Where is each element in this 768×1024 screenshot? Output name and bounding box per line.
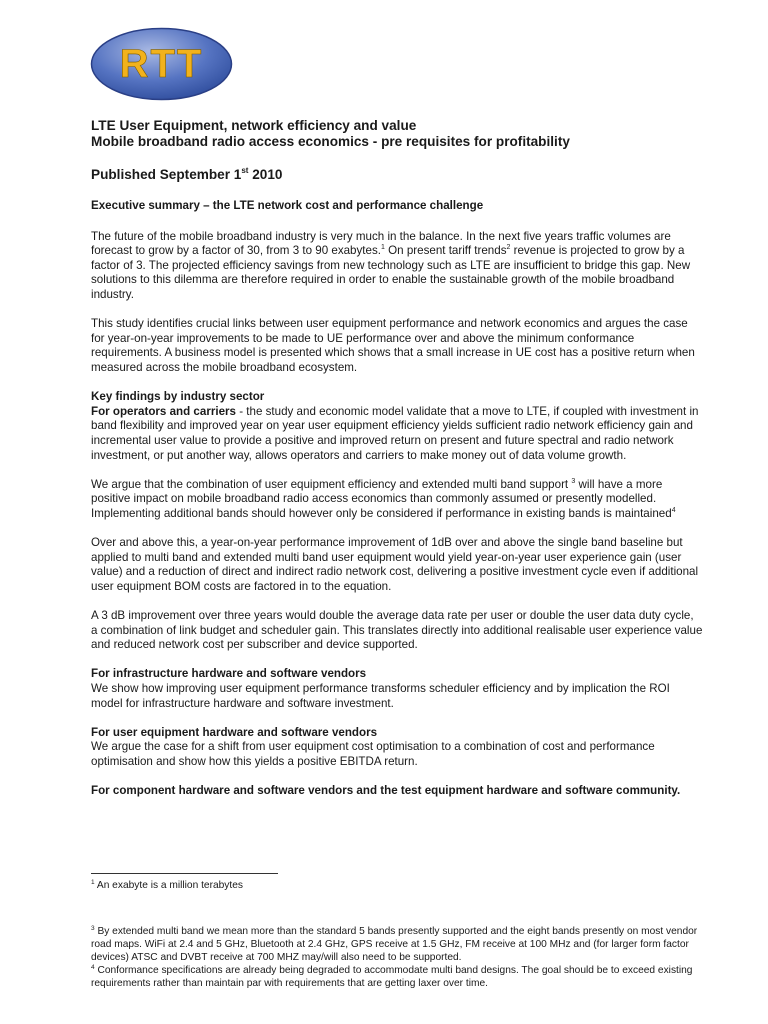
argue-a: We argue that the combination of user equipment efficiency and extended multi band support xyxy=(91,477,572,491)
ue-vendors-heading: For user equipment hardware and software vendors xyxy=(91,725,378,739)
footnote-ref-1[interactable]: 1 xyxy=(381,244,385,252)
title-line-1: LTE User Equipment, network efficiency and value xyxy=(91,118,417,133)
operators-paragraph xyxy=(91,405,703,463)
footnote-3-number: 3 xyxy=(91,925,95,932)
component-vendors-heading: For component hardware and software vendors and the test equipment hardware and software community. xyxy=(91,784,681,798)
footnote-1-number: 1 xyxy=(91,879,95,886)
published-text: Published September 1 xyxy=(91,167,242,182)
footnote-ref-4[interactable]: 4 xyxy=(671,506,676,514)
exec-paragraph-2: This study identifies crucial links between user equipment performance and network economics and argues the case for year-on-year improvements to be made to UE performance over and above the minimum conformance requirements. A business model is presented which shows that a small increase in UE cost has a positive return when measured across the mobile broadband ecosystem. xyxy=(91,317,695,374)
footnote-ref-2[interactable]: 2 xyxy=(506,244,511,252)
footnote-ref-3[interactable]: 3 xyxy=(571,477,576,485)
title-line-2: Mobile broadband radio access economics - pre requisites for profitability xyxy=(91,134,570,149)
exec-p1-b: On present tariff trends xyxy=(384,244,507,258)
footnote-4-text: Conformance specifications are already being degraded to accommodate multi band designs. The goal should be to exceed existing requirements rather than maintain par with requirements that are getting laxer over time. xyxy=(91,965,693,989)
exec-p1-c: revenue is projected to grow by a factor of 3. The projected efficiency savings from new technology such as LTE are insufficient to bridge this gap. New solutions to this dilemma are therefore required in order to enable the sustainable growth of the mobile broadband industry. xyxy=(91,244,691,301)
ue-vendors-text: We argue the case for a shift from user equipment cost optimisation to a combination of cost and performance optimisation and show how this yields a positive EBITDA return. xyxy=(91,740,655,768)
rtt-logo xyxy=(90,27,233,101)
published-sup: st xyxy=(241,166,249,175)
argue-paragraph xyxy=(91,478,703,522)
three-db-paragraph: A 3 dB improvement over three years would double the average data rate per user or double the user data duty cycle, a combination of link budget and scheduler gain. This translates directly into additional realisable user experience value and reduced network cost per subscriber and device supported. xyxy=(91,609,703,652)
footnote-1-text: An exabyte is a million terabytes xyxy=(94,880,243,891)
infra-vendors-text: We show how improving user equipment performance transforms scheduler efficiency and by implication the ROI model for infrastructure hardware and software investment. xyxy=(91,682,670,710)
over-above-paragraph: Over and above this, a year-on-year performance improvement of 1dB over and above the single band baseline but applied to multi band and extended multi band user equipment would yield year-on-year user experience gain (user value) and a reduction of direct and indirect radio network cost, delivering a positive investment cycle even if additional user equipment BOM costs are factored in to the equation. xyxy=(91,536,699,593)
footnote-divider xyxy=(91,873,278,874)
argue-b: will have a more positive impact on mobile broadband radio access economics than commonly assumed or presently modelled. Implementing additional bands should however only be considered if performance in existing bands is maintained xyxy=(91,477,672,520)
executive-summary-heading: Executive summary – the LTE network cost and performance challenge xyxy=(91,199,484,212)
logo-text: RTT xyxy=(119,42,204,86)
exec-p1-a: The future of the mobile broadband industry is very much in the balance. In the next five years traffic volumes are forecast to grow by a factor of 30, from 3 to 90 exabytes. xyxy=(91,229,671,258)
footnote-4-number: 4 xyxy=(91,964,95,971)
published-date xyxy=(91,167,703,183)
footnote-3-text: By extended multi band we mean more than the standard 5 bands presently supported and the eight bands presently on most vendor road maps. WiFi at 2.4 and 5 GHz, Bluetooth at 2.4 GHz, GPS receive at 1.5 GHz, FM receive at 100 MHz and (for larger form factor devices) ATSC and DVBT receive at 700 MHZ may/will also need to be supported. xyxy=(91,926,698,963)
footnote-1 xyxy=(91,879,703,892)
key-findings-heading: Key findings by industry sector xyxy=(91,390,265,404)
operators-text: - the study and economic model validate that a move to LTE, if coupled with investment in band flexibility and improved year on year user equipment efficiency yields sufficient radio network efficiency gain and incremental user value to provide a positive and improved return on present and future spectral and radio network investment, or put another way, allows operators and carriers to make money out of data volume growth. xyxy=(91,404,699,462)
published-year: 2010 xyxy=(248,167,283,182)
main-content xyxy=(91,118,703,799)
infra-vendors-heading: For infrastructure hardware and software vendors xyxy=(91,667,367,681)
operators-label: For operators and carriers xyxy=(91,404,236,418)
exec-paragraph-1 xyxy=(91,230,703,303)
footnote-3 xyxy=(91,925,703,990)
